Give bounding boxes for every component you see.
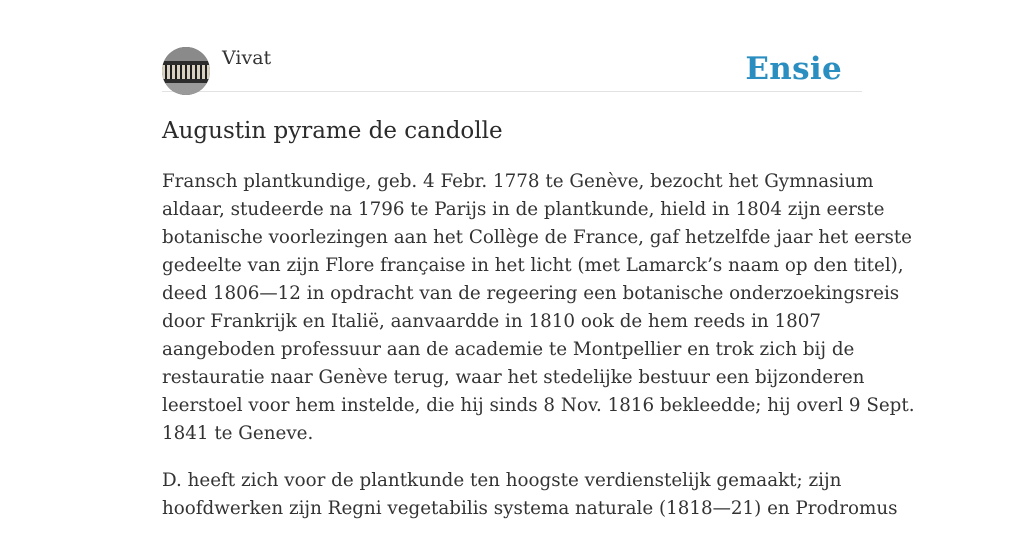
paragraph-line: aldaar, studeerde na 1796 te Parijs in de plantkunde, hield in 1804 zijn eerste: [162, 199, 885, 220]
article-paragraph: [162, 467, 898, 523]
paragraph-line: hoofdwerken zijn Regni vegetabilis systema naturale (1818—21) en Prodromus: [162, 498, 898, 519]
author-avatar[interactable]: [162, 47, 210, 95]
article-paragraph: [162, 168, 915, 448]
paragraph-line: door Frankrijk en Italië, aanvaardde in 1810 ook de hem reeds in 1807: [162, 311, 822, 332]
paragraph-line: D. heeft zich voor de plantkunde ten hoogste verdienstelijk gemaakt; zijn: [162, 470, 842, 491]
paragraph-line: deed 1806—12 in opdracht van de regeering een botanische onderzoekingsreis: [162, 283, 900, 304]
page-wrapper: [162, 0, 915, 519]
article-title: Augustin pyrame de candolle: [162, 118, 503, 144]
article-body: [162, 168, 915, 542]
paragraph-line: Fransch plantkundige, geb. 4 Febr. 1778 te Genève, bezocht het Gymnasium: [162, 171, 874, 192]
paragraph-line: aangeboden professuur aan de academie te Montpellier en trok zich bij de: [162, 339, 855, 360]
author-name[interactable]: Vivat: [222, 47, 272, 69]
paragraph-line: gedeelte van zijn Flore française in het licht (met Lamarck’s naam op den titel),: [162, 255, 904, 276]
site-header: [162, 0, 862, 92]
paragraph-line: botanische voorlezingen aan het Collège de France, gaf hetzelfde jaar het eerste: [162, 227, 912, 248]
paragraph-line: restauratie naar Genève terug, waar het stedelijke bestuur een bijzonderen: [162, 367, 865, 388]
site-logo[interactable]: Ensie: [745, 51, 842, 87]
bookshelf-avatar-icon: [162, 47, 210, 95]
paragraph-line: leerstoel voor hem instelde, die hij sinds 8 Nov. 1816 bekleedde; hij overl 9 Sept.: [162, 395, 915, 416]
paragraph-line: 1841 te Geneve.: [162, 423, 314, 444]
